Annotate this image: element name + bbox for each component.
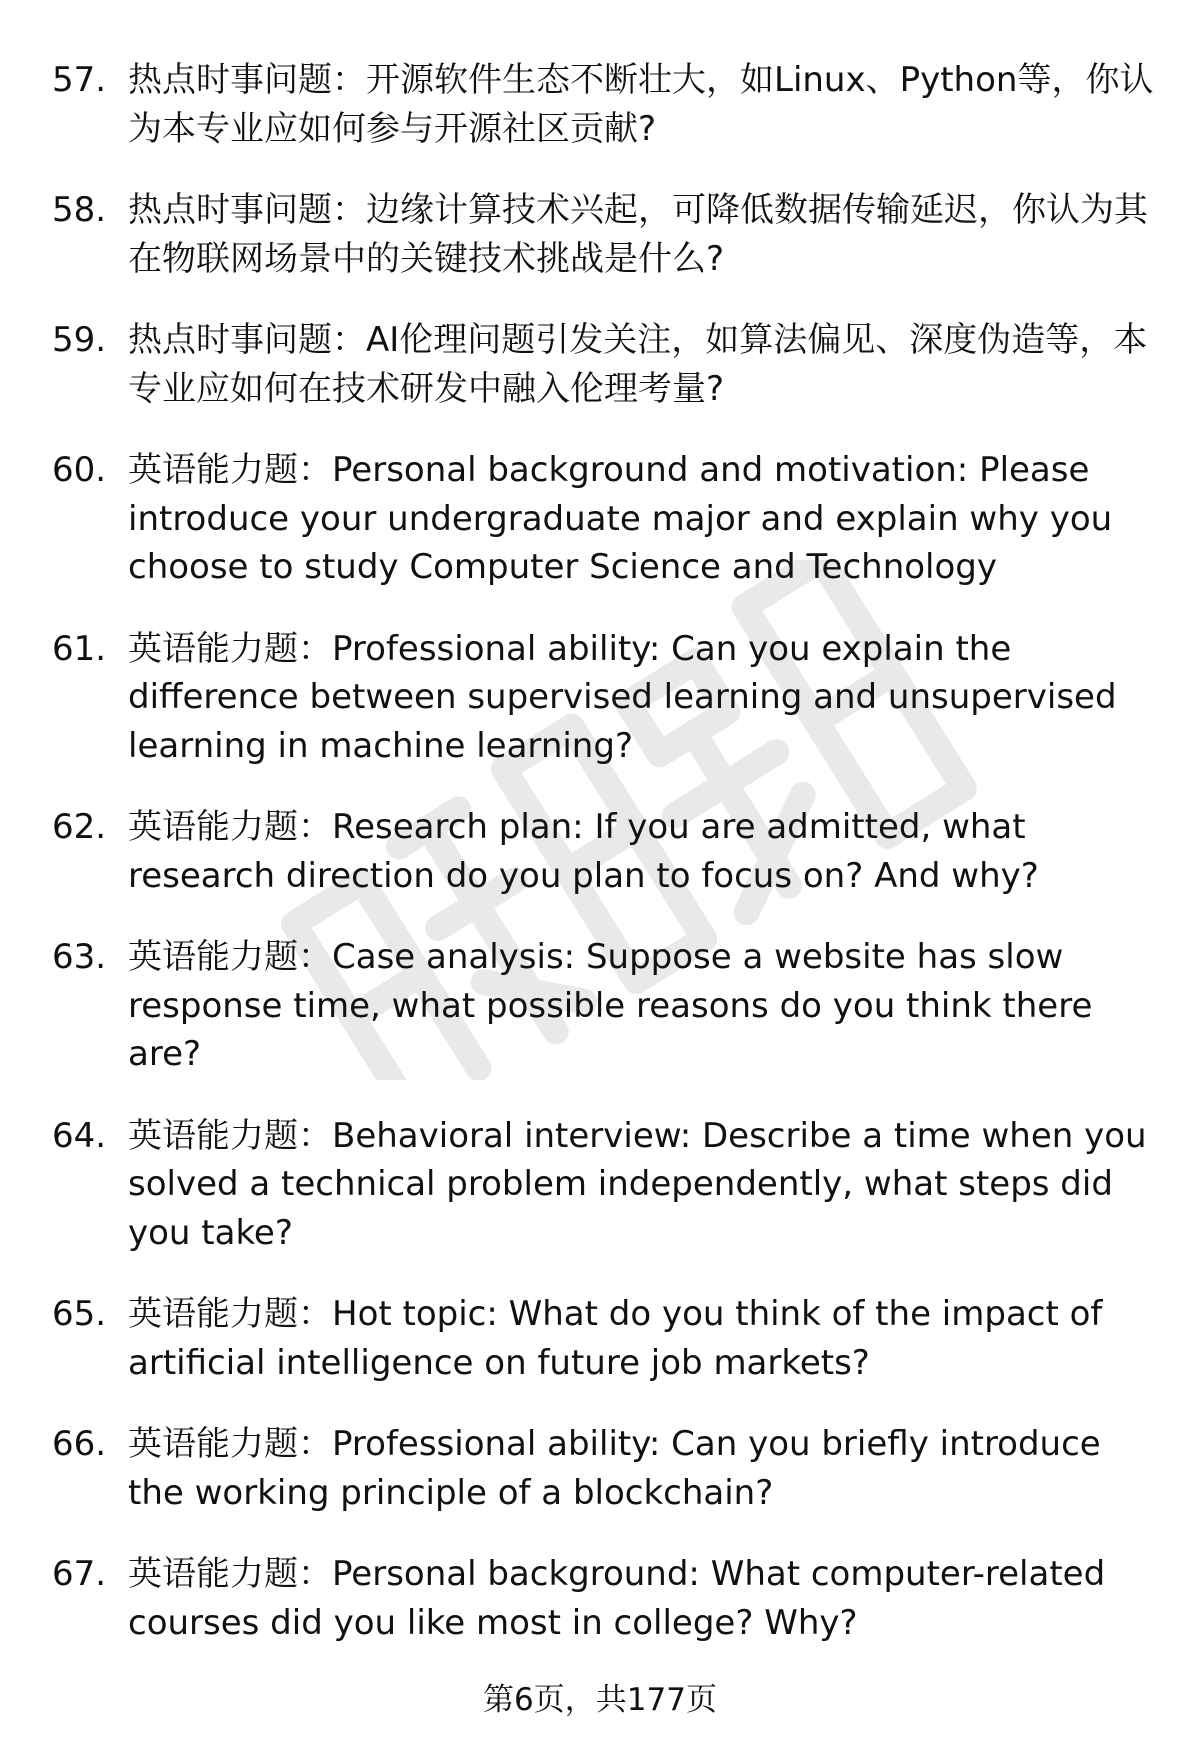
question-number: 63. [52, 937, 107, 977]
question-category: 英语能力题： [128, 937, 332, 977]
question-category: 英语能力题： [128, 1554, 332, 1594]
question-item [0, 933, 1200, 1079]
question-number: 65. [52, 1294, 107, 1334]
question-body [128, 1550, 1156, 1647]
question-body [128, 1420, 1156, 1517]
question-body [128, 625, 1156, 771]
question-number: 62. [52, 807, 107, 847]
page-number-footer: 第6页，共177页 [483, 1682, 717, 1718]
question-category: 英语能力题： [128, 1294, 332, 1334]
question-text: Hot topic: What do you think of the impact of artificial intelligence on future job markets? [128, 1294, 1103, 1383]
question-category: 英语能力题： [128, 1115, 332, 1156]
question-body [128, 803, 1156, 900]
question-body [128, 316, 1156, 413]
question-item [0, 446, 1200, 592]
question-category: 英语能力题： [128, 450, 332, 490]
question-category: 热点时事问题： [128, 190, 366, 230]
question-text: Behavioral interview: Describe a time when you solved a technical problem independently, what steps did you take? [128, 1115, 1147, 1253]
question-item [0, 1290, 1200, 1387]
question-category: 英语能力题： [128, 807, 332, 847]
question-category: 英语能力题： [128, 1424, 332, 1464]
question-text: Research plan: If you are admitted, what research direction do you plan to focus on? And why? [128, 807, 1039, 896]
question-item [0, 625, 1200, 771]
question-category: 热点时事问题： [128, 60, 366, 100]
question-number: 67. [52, 1554, 107, 1594]
question-text: Case analysis: Suppose a website has slow response time, what possible reasons do you think there are? [128, 937, 1093, 1074]
question-item [0, 56, 1200, 153]
question-body [128, 933, 1156, 1079]
question-list [0, 56, 1200, 1680]
question-body [128, 1290, 1156, 1387]
question-text: Personal background and motivation: Please introduce your undergraduate major and explain why you choose to study Computer Science and Technology [128, 450, 1113, 587]
question-item [0, 803, 1200, 900]
question-item [0, 186, 1200, 283]
question-number: 59. [52, 320, 107, 360]
question-item [0, 1112, 1200, 1258]
question-number: 64. [52, 1115, 107, 1156]
question-category: 热点时事问题： [128, 320, 366, 360]
question-body [128, 186, 1156, 283]
question-number: 61. [52, 628, 107, 669]
question-number: 58. [52, 190, 107, 230]
question-text: Professional ability: Can you briefly introduce the working principle of a blockchain? [128, 1424, 1101, 1513]
question-body [128, 446, 1156, 592]
question-text: 开源软件生态不断壮大，如Linux、Python等，你认为本专业应如何参与开源社区贡献? [128, 60, 1154, 149]
question-body [128, 56, 1156, 153]
question-number: 66. [52, 1424, 107, 1464]
question-item [0, 1420, 1200, 1517]
question-category: 英语能力题： [128, 628, 332, 669]
question-text: AI伦理问题引发关注，如算法偏见、深度伪造等，本专业应如何在技术研发中融入伦理考量? [128, 320, 1148, 409]
question-item [0, 316, 1200, 413]
question-item [0, 1550, 1200, 1647]
question-number: 60. [52, 450, 107, 490]
question-text: Professional ability: Can you explain the difference between supervised learning and unsupervised learning in machine learning? [128, 628, 1117, 766]
question-body [128, 1112, 1156, 1258]
question-text: Personal background: What computer-related courses did you like most in college? Why? [128, 1554, 1106, 1643]
question-number: 57. [52, 60, 107, 100]
question-text: 边缘计算技术兴起，可降低数据传输延迟，你认为其在物联网场景中的关键技术挑战是什么? [128, 190, 1148, 279]
